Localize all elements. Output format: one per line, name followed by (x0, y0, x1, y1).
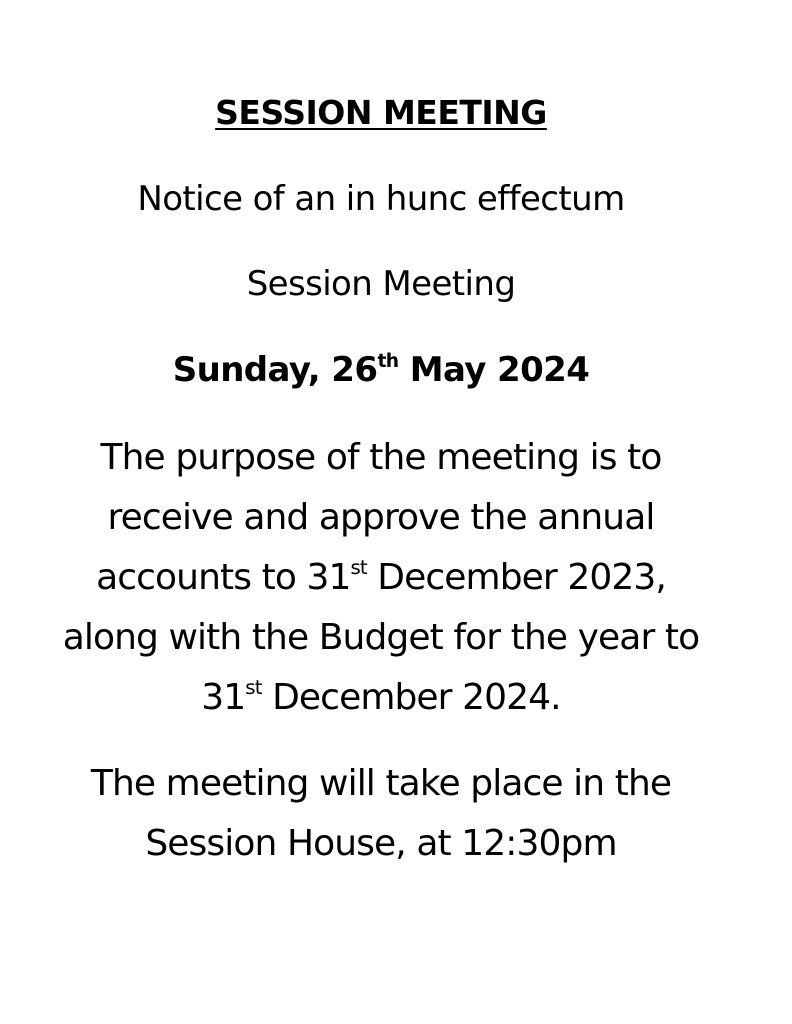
meeting-date-month-year: May 2024 (398, 350, 590, 390)
purpose-line-5-ordinal: st (245, 676, 262, 700)
purpose-line-3-text: accounts to 31 (96, 557, 351, 598)
notice-title: SESSION MEETING (215, 93, 547, 132)
meeting-date-day: Sunday, 26 (172, 350, 378, 390)
purpose-line-1: The purpose of the meeting is to (100, 437, 662, 478)
purpose-line-2: receive and approve the annual (107, 497, 655, 538)
purpose-line-5-day: 31 (201, 677, 246, 718)
location-line-1: The meeting will take place in the (90, 763, 672, 804)
location-line-2: Session House, at 12:30pm (145, 823, 617, 864)
purpose-line-4: along with the Budget for the year to (62, 617, 700, 658)
notice-subtitle-line-1: Notice of an in hunc effectum (137, 179, 625, 219)
purpose-line-3-date: December 2023, (366, 557, 666, 598)
purpose-line-3 (0, 556, 762, 598)
meeting-date-ordinal: th (377, 350, 399, 372)
purpose-line-3-ordinal: st (350, 556, 367, 580)
purpose-line-5 (0, 676, 762, 718)
meeting-date (0, 350, 762, 390)
notice-subtitle-line-2: Session Meeting (246, 264, 516, 304)
purpose-line-5-date: December 2024. (261, 677, 561, 718)
